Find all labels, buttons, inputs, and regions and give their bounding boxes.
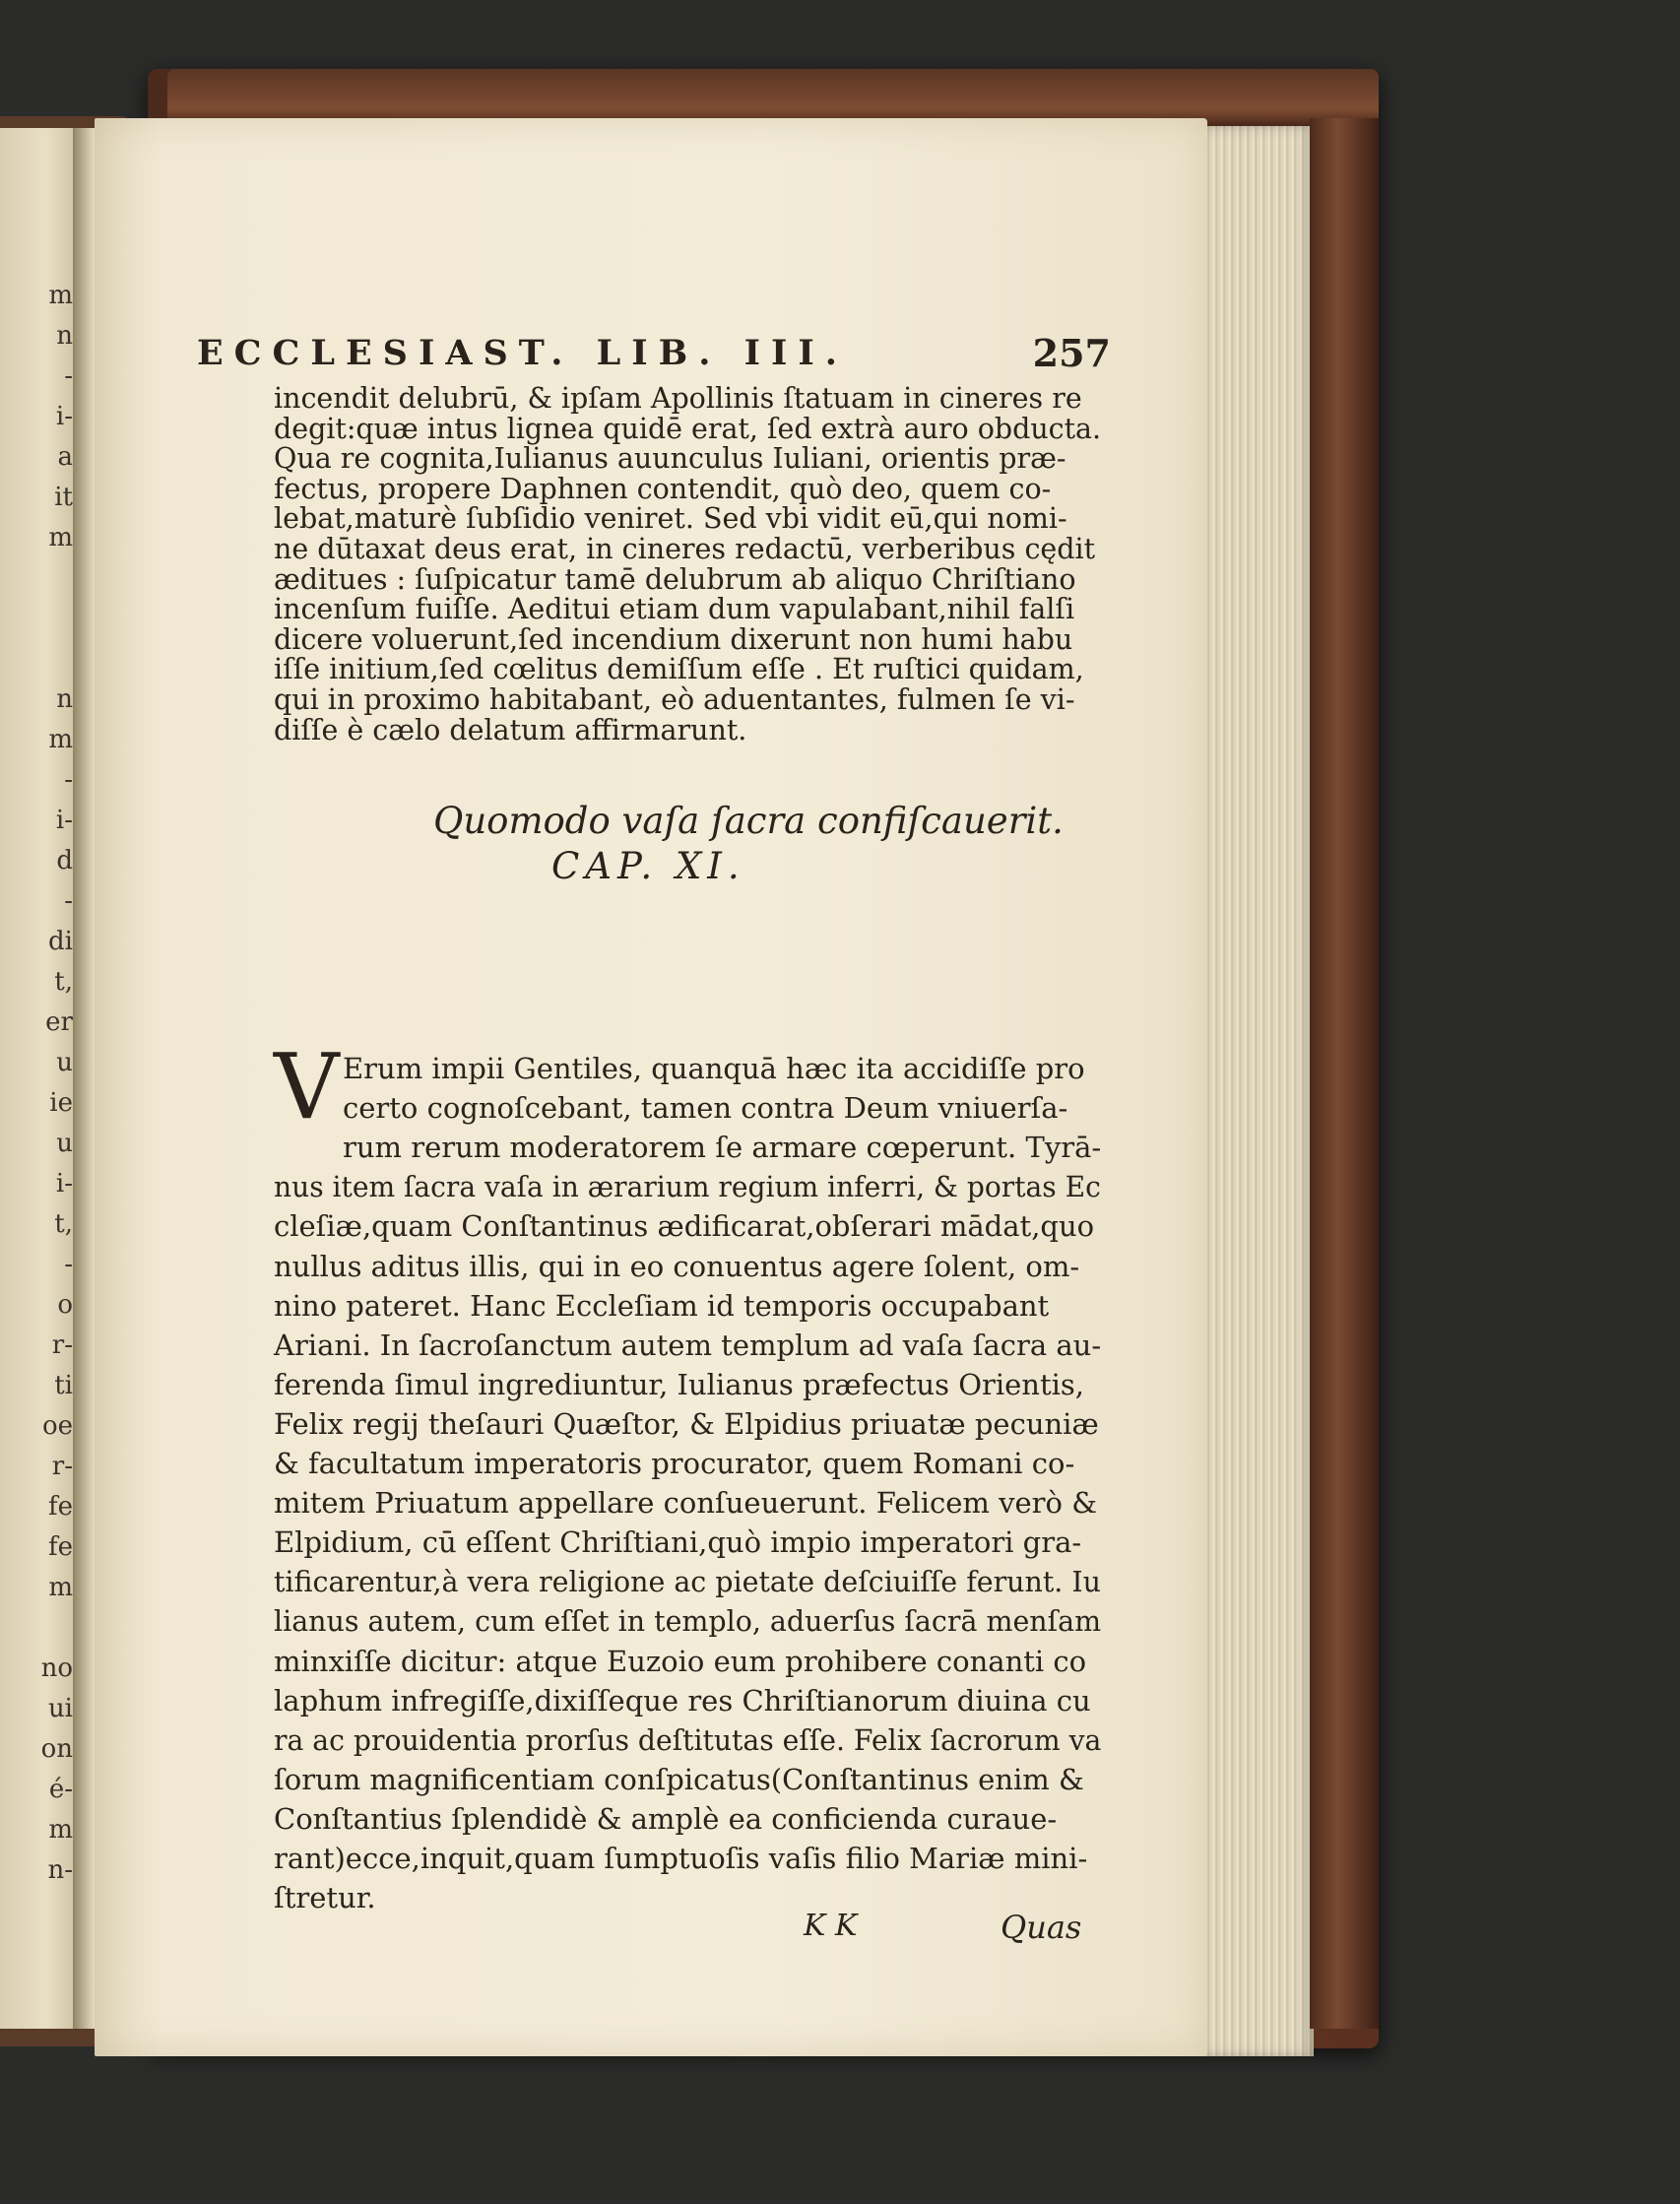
- left-page-fragment: n: [56, 684, 73, 714]
- left-page-fragment: ie: [49, 1088, 73, 1118]
- right-page: [95, 118, 1207, 2056]
- text-line: Ariani. In ſacroſanctum autem templum ad vaſa ſacra au-: [274, 1328, 1102, 1362]
- text-line: ſtretur.: [274, 1881, 376, 1915]
- left-page-fragment: fe: [47, 1492, 73, 1522]
- left-page-fragment: t,: [54, 967, 73, 997]
- left-page-fragment: u: [56, 1129, 73, 1158]
- left-page-fragment: a: [57, 442, 73, 472]
- page-number: 257: [1032, 331, 1111, 375]
- left-page-fragment: [33, 599, 73, 639]
- text-line: Erum impii Gentiles, quanquā hæc ita accidiſſe pro: [343, 1052, 1085, 1085]
- left-page-fragment: -: [64, 765, 73, 795]
- text-line: laphum infregiſſe,dixiſſeque res Chriſtianorum diuina cu: [274, 1683, 1091, 1718]
- left-page: [0, 128, 77, 2029]
- left-page-fragment: no: [40, 1653, 73, 1683]
- text-line: Elpidium, cū eſſent Chriſtiani,quò impio imperatori gra-: [274, 1525, 1082, 1560]
- left-page-fragment: on: [40, 1734, 73, 1764]
- left-page-fragment: m: [48, 1815, 73, 1845]
- text-line: nus item ſacra vaſa in ærarium regium inferri, & portas Ec: [274, 1170, 1101, 1204]
- left-page-fragment: o: [57, 1290, 73, 1320]
- text-line: ſorum magnificentiam conſpicatus(Conſtantinus enim &: [274, 1762, 1084, 1796]
- running-head-title: ECCLESIAST. LIB. III.: [197, 333, 848, 373]
- text-line: degit:quæ intus lignea quidē erat, ſed extrà auro obducta.: [274, 412, 1102, 445]
- text-line: qui in proximo habitabant, eò aduentantes, fulmen ſe vi-: [274, 683, 1075, 716]
- left-page-fragment: n: [56, 321, 73, 351]
- left-page-fragment: i-: [55, 1169, 73, 1199]
- text-line: nino pateret. Hanc Eccleſiam id temporis occupabant: [274, 1288, 1050, 1323]
- text-line: certo cognoſcebant, tamen contra Deum vniuerſa-: [343, 1091, 1068, 1126]
- text-line: nullus aditus illis, qui in eo conuentus agere ſolent, om-: [274, 1249, 1080, 1283]
- chapter-number: CAP. XI.: [551, 845, 745, 887]
- left-page-fragment: di: [48, 927, 73, 956]
- text-line: fectus, propere Daphnen contendit, quò deo, quem co-: [274, 472, 1052, 505]
- right-cover-board: [1310, 118, 1379, 2029]
- left-page-fragment: [33, 1608, 73, 1649]
- left-page-fragment: -: [64, 361, 73, 391]
- left-page-fragment: m: [48, 281, 73, 310]
- text-line: cleſiæ,quam Conſtantinus ædificarat,obſerari mādat,quo: [274, 1209, 1095, 1244]
- text-line: iſſe initium,ſed cœlitus demiſſum eſſe . Et ruſtici quidam,: [274, 653, 1084, 686]
- left-page-fragment: ui: [47, 1694, 73, 1723]
- left-page-fragment: n-: [47, 1855, 73, 1885]
- page-block-edges: [1203, 126, 1314, 2056]
- text-line: lianus autem, cum eſſet in templo, aduerſus ſacrā menſam: [274, 1604, 1102, 1639]
- left-page-fragment: i-: [55, 806, 73, 835]
- left-page-fragment: r-: [51, 1330, 73, 1360]
- left-page-fragment: é-: [48, 1775, 73, 1804]
- left-page-fragment: -: [64, 1250, 73, 1279]
- text-line: mitem Priuatum appellare conſueuerunt. Felicem verò &: [274, 1486, 1098, 1521]
- left-page-fragment: oe: [41, 1411, 73, 1441]
- text-line: ra ac prouidentia prorſus deſtitutas eſſe. Felix ſacrorum va: [274, 1722, 1102, 1757]
- left-page-fragment: m: [48, 725, 73, 754]
- left-page-text-fragments: [33, 276, 73, 1891]
- text-line: rum rerum moderatorem ſe armare cœperunt. Tyrā-: [343, 1131, 1102, 1165]
- text-line: & facultatum imperatoris procurator, quem Romani co-: [274, 1447, 1075, 1480]
- left-page-fragment: u: [56, 1048, 73, 1077]
- left-page-fragment: i-: [55, 402, 73, 431]
- running-head: [197, 333, 1111, 378]
- drop-cap: V: [274, 1034, 340, 1139]
- text-line: ne dūtaxat deus erat, in cineres redactū, verberibus cędit: [274, 533, 1096, 565]
- text-line: diſſe è cælo delatum affirmarunt.: [274, 713, 747, 746]
- signature-mark: K K: [804, 1909, 858, 1943]
- left-page-fragment: fe: [47, 1532, 73, 1562]
- text-line: Felix regij theſauri Quæſtor, & Elpidius priuatæ pecuniæ: [274, 1406, 1099, 1441]
- left-page-fragment: d: [56, 846, 73, 875]
- left-page-fragment: it: [54, 483, 73, 512]
- left-page-fragment: m: [48, 1573, 73, 1602]
- left-page-fragment: r-: [51, 1452, 73, 1481]
- text-line: incenſum fuiſſe. Aeditui etiam dum vapulabant,nihil falſi: [274, 593, 1075, 626]
- left-page-fragment: m: [48, 523, 73, 552]
- left-page-fragment: t,: [54, 1209, 73, 1239]
- text-line: lebat,maturè ſubſidio veniret. Sed vbi vidit eū,qui nomi-: [274, 502, 1067, 536]
- left-page-fragment: er: [45, 1007, 73, 1037]
- left-page-fragment: ti: [54, 1371, 73, 1400]
- text-line: ferenda ſimul ingrediuntur, Iulianus præfectus Orientis,: [274, 1367, 1084, 1401]
- text-line: minxiſſe dicitur: atque Euzoio eum prohibere conanti co: [274, 1644, 1087, 1678]
- text-line: dicere voluerunt,ſed incendium dixerunt non humi habu: [274, 622, 1073, 656]
- left-page-fragment: -: [64, 886, 73, 916]
- text-line: æditues : ſuſpicatur tamē delubrum ab aliquo Chriſtiano: [274, 562, 1076, 596]
- chapter-title: Quomodo vaſa ſacra confiſcauerit.: [433, 800, 1064, 842]
- text-line: Qua re cognita,Iulianus auunculus Iuliani, orientis præ-: [274, 442, 1066, 476]
- left-page-fragment: [33, 558, 73, 599]
- text-line: rant)ecce,inquit,quam ſumptuoſis vaſis filio Mariæ mini-: [274, 1842, 1088, 1875]
- text-line: incendit delubrū, & ipſam Apollinis ſtatuam in cineres re: [274, 382, 1082, 415]
- left-page-fragment: [33, 639, 73, 680]
- text-line: tificarentur,à vera religione ac pietate deſciuiſſe ferunt. Iu: [274, 1565, 1101, 1599]
- text-line: Conſtantius ſplendidè & amplè ea conficienda curaue-: [274, 1801, 1058, 1836]
- catchword: Quas: [1001, 1909, 1082, 1946]
